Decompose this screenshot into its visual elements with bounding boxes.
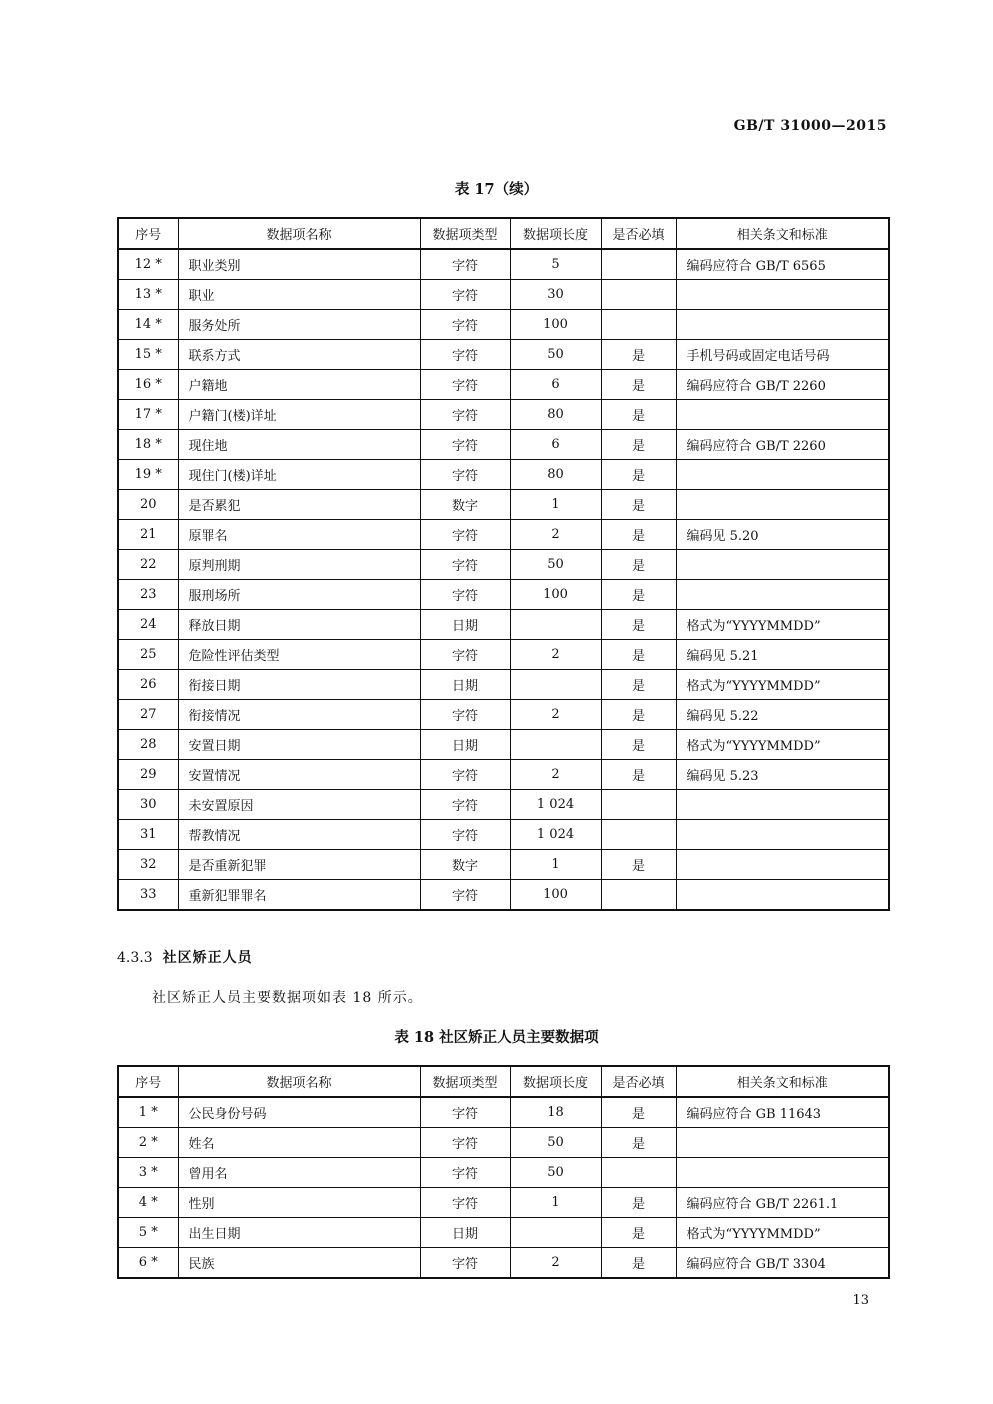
table-row xyxy=(118,370,889,400)
item-type-cell: 字符 xyxy=(420,430,510,460)
item-name-cell: 公民身份号码 xyxy=(178,1097,420,1128)
col-header-reference: 相关条文和标准 xyxy=(676,218,889,249)
row-number-cell: 12 * xyxy=(118,249,178,280)
item-length-cell xyxy=(510,730,601,760)
item-name-cell: 未安置原因 xyxy=(178,790,420,820)
required-cell: 是 xyxy=(601,460,676,490)
row-number-cell: 19 * xyxy=(118,460,178,490)
required-cell xyxy=(601,880,676,911)
item-length-cell: 50 xyxy=(510,1158,601,1188)
required-cell: 是 xyxy=(601,1097,676,1128)
item-length-cell: 6 xyxy=(510,370,601,400)
reference-cell: 编码见 5.21 xyxy=(676,640,889,670)
table18 xyxy=(117,1065,890,1279)
table-row xyxy=(118,1097,889,1128)
item-length-cell: 1 xyxy=(510,1188,601,1218)
item-length-cell: 2 xyxy=(510,700,601,730)
required-cell: 是 xyxy=(601,670,676,700)
table-row xyxy=(118,1188,889,1218)
item-name-cell: 联系方式 xyxy=(178,340,420,370)
reference-cell xyxy=(676,580,889,610)
table-row xyxy=(118,670,889,700)
row-number-cell: 22 xyxy=(118,550,178,580)
reference-cell xyxy=(676,1158,889,1188)
col-header-name: 数据项名称 xyxy=(178,1066,420,1097)
item-name-cell: 户籍地 xyxy=(178,370,420,400)
reference-cell: 编码应符合 GB/T 3304 xyxy=(676,1248,889,1279)
item-length-cell: 30 xyxy=(510,280,601,310)
item-name-cell: 衔接情况 xyxy=(178,700,420,730)
item-name-cell: 帮教情况 xyxy=(178,820,420,850)
item-length-cell: 50 xyxy=(510,1128,601,1158)
row-number-cell: 32 xyxy=(118,850,178,880)
row-number-cell: 6 * xyxy=(118,1248,178,1279)
reference-cell: 编码见 5.23 xyxy=(676,760,889,790)
required-cell: 是 xyxy=(601,1188,676,1218)
row-number-cell: 15 * xyxy=(118,340,178,370)
table-row xyxy=(118,460,889,490)
table-row xyxy=(118,520,889,550)
table-row xyxy=(118,580,889,610)
table-row xyxy=(118,1128,889,1158)
table-row xyxy=(118,550,889,580)
table18-header-row xyxy=(118,1066,889,1097)
item-length-cell: 100 xyxy=(510,580,601,610)
item-length-cell: 6 xyxy=(510,430,601,460)
reference-cell: 格式为“YYYYMMDD” xyxy=(676,610,889,640)
required-cell: 是 xyxy=(601,610,676,640)
item-type-cell: 字符 xyxy=(420,249,510,280)
table-row xyxy=(118,490,889,520)
reference-cell: 编码应符合 GB/T 2260 xyxy=(676,430,889,460)
reference-cell xyxy=(676,850,889,880)
item-name-cell: 服务处所 xyxy=(178,310,420,340)
item-type-cell: 字符 xyxy=(420,1158,510,1188)
item-type-cell: 日期 xyxy=(420,730,510,760)
row-number-cell: 5 * xyxy=(118,1218,178,1248)
reference-cell: 编码见 5.22 xyxy=(676,700,889,730)
table-row xyxy=(118,700,889,730)
item-name-cell: 释放日期 xyxy=(178,610,420,640)
required-cell: 是 xyxy=(601,340,676,370)
required-cell: 是 xyxy=(601,700,676,730)
table18-caption: 表 18 社区矫正人员主要数据项 xyxy=(394,1029,599,1046)
table-row xyxy=(118,730,889,760)
row-number-cell: 25 xyxy=(118,640,178,670)
item-type-cell: 字符 xyxy=(420,1188,510,1218)
required-cell: 是 xyxy=(601,850,676,880)
item-name-cell: 民族 xyxy=(178,1248,420,1279)
item-length-cell: 50 xyxy=(510,340,601,370)
item-name-cell: 性别 xyxy=(178,1188,420,1218)
reference-cell: 编码见 5.20 xyxy=(676,520,889,550)
required-cell: 是 xyxy=(601,730,676,760)
reference-cell xyxy=(676,310,889,340)
required-cell: 是 xyxy=(601,550,676,580)
item-name-cell: 衔接日期 xyxy=(178,670,420,700)
item-type-cell: 字符 xyxy=(420,520,510,550)
table-row xyxy=(118,310,889,340)
row-number-cell: 23 xyxy=(118,580,178,610)
required-cell: 是 xyxy=(601,490,676,520)
col-header-type: 数据项类型 xyxy=(420,1066,510,1097)
item-length-cell: 2 xyxy=(510,520,601,550)
item-type-cell: 字符 xyxy=(420,1097,510,1128)
row-number-cell: 16 * xyxy=(118,370,178,400)
item-name-cell: 职业 xyxy=(178,280,420,310)
item-type-cell: 字符 xyxy=(420,760,510,790)
item-length-cell: 1 xyxy=(510,850,601,880)
row-number-cell: 30 xyxy=(118,790,178,820)
item-type-cell: 字符 xyxy=(420,820,510,850)
reference-cell: 格式为“YYYYMMDD” xyxy=(676,1218,889,1248)
item-type-cell: 字符 xyxy=(420,340,510,370)
item-name-cell: 曾用名 xyxy=(178,1158,420,1188)
required-cell: 是 xyxy=(601,1218,676,1248)
item-name-cell: 原罪名 xyxy=(178,520,420,550)
row-number-cell: 1 * xyxy=(118,1097,178,1128)
item-type-cell: 字符 xyxy=(420,1128,510,1158)
intro-paragraph: 社区矫正人员主要数据项如表 18 所示。 xyxy=(152,990,423,1006)
col-header-required: 是否必填 xyxy=(601,1066,676,1097)
item-name-cell: 危险性评估类型 xyxy=(178,640,420,670)
reference-cell xyxy=(676,1128,889,1158)
item-length-cell: 5 xyxy=(510,249,601,280)
reference-cell: 手机号码或固定电话号码 xyxy=(676,340,889,370)
item-type-cell: 字符 xyxy=(420,280,510,310)
item-name-cell: 姓名 xyxy=(178,1128,420,1158)
item-length-cell: 100 xyxy=(510,880,601,911)
table-row xyxy=(118,1158,889,1188)
required-cell: 是 xyxy=(601,1128,676,1158)
required-cell xyxy=(601,820,676,850)
item-name-cell: 职业类别 xyxy=(178,249,420,280)
item-length-cell: 100 xyxy=(510,310,601,340)
item-length-cell: 1 xyxy=(510,490,601,520)
table-row xyxy=(118,820,889,850)
required-cell: 是 xyxy=(601,520,676,550)
item-type-cell: 字符 xyxy=(420,880,510,911)
required-cell: 是 xyxy=(601,430,676,460)
required-cell: 是 xyxy=(601,370,676,400)
item-length-cell: 1 024 xyxy=(510,790,601,820)
item-name-cell: 安置情况 xyxy=(178,760,420,790)
required-cell xyxy=(601,790,676,820)
table-row xyxy=(118,850,889,880)
item-type-cell: 字符 xyxy=(420,370,510,400)
item-name-cell: 出生日期 xyxy=(178,1218,420,1248)
item-type-cell: 字符 xyxy=(420,400,510,430)
table-row xyxy=(118,430,889,460)
reference-cell: 编码应符合 GB/T 2260 xyxy=(676,370,889,400)
col-header-length: 数据项长度 xyxy=(510,1066,601,1097)
row-number-cell: 14 * xyxy=(118,310,178,340)
item-type-cell: 字符 xyxy=(420,310,510,340)
item-length-cell: 2 xyxy=(510,760,601,790)
item-length-cell: 50 xyxy=(510,550,601,580)
item-length-cell: 1 024 xyxy=(510,820,601,850)
item-length-cell: 18 xyxy=(510,1097,601,1128)
col-header-required: 是否必填 xyxy=(601,218,676,249)
item-type-cell: 日期 xyxy=(420,1218,510,1248)
table-row xyxy=(118,880,889,911)
reference-cell xyxy=(676,550,889,580)
item-type-cell: 字符 xyxy=(420,790,510,820)
item-length-cell: 2 xyxy=(510,640,601,670)
item-name-cell: 是否累犯 xyxy=(178,490,420,520)
reference-cell: 格式为“YYYYMMDD” xyxy=(676,670,889,700)
item-type-cell: 日期 xyxy=(420,610,510,640)
reference-cell xyxy=(676,400,889,430)
required-cell: 是 xyxy=(601,760,676,790)
col-header-no: 序号 xyxy=(118,218,178,249)
item-type-cell: 字符 xyxy=(420,640,510,670)
table-row xyxy=(118,280,889,310)
table17-caption: 表 17（续） xyxy=(454,181,539,198)
row-number-cell: 2 * xyxy=(118,1128,178,1158)
reference-cell: 编码应符合 GB 11643 xyxy=(676,1097,889,1128)
required-cell: 是 xyxy=(601,580,676,610)
page-number: 13 xyxy=(852,1293,869,1308)
row-number-cell: 4 * xyxy=(118,1188,178,1218)
item-name-cell: 是否重新犯罪 xyxy=(178,850,420,880)
table-row xyxy=(118,249,889,280)
item-name-cell: 现住地 xyxy=(178,430,420,460)
row-number-cell: 27 xyxy=(118,700,178,730)
col-header-length: 数据项长度 xyxy=(510,218,601,249)
item-type-cell: 日期 xyxy=(420,670,510,700)
row-number-cell: 20 xyxy=(118,490,178,520)
reference-cell xyxy=(676,790,889,820)
item-type-cell: 数字 xyxy=(420,850,510,880)
required-cell: 是 xyxy=(601,1248,676,1279)
item-length-cell: 2 xyxy=(510,1248,601,1279)
row-number-cell: 13 * xyxy=(118,280,178,310)
item-length-cell xyxy=(510,670,601,700)
row-number-cell: 26 xyxy=(118,670,178,700)
table-row xyxy=(118,1248,889,1279)
section-number: 4.3.3 xyxy=(117,950,153,966)
section-heading xyxy=(117,947,253,967)
item-type-cell: 字符 xyxy=(420,580,510,610)
standard-number: GB/T 31000—2015 xyxy=(733,118,887,134)
item-type-cell: 字符 xyxy=(420,550,510,580)
col-header-name: 数据项名称 xyxy=(178,218,420,249)
required-cell xyxy=(601,249,676,280)
table-row xyxy=(118,790,889,820)
item-name-cell: 安置日期 xyxy=(178,730,420,760)
reference-cell: 编码应符合 GB/T 6565 xyxy=(676,249,889,280)
row-number-cell: 33 xyxy=(118,880,178,911)
table-row xyxy=(118,640,889,670)
reference-cell xyxy=(676,460,889,490)
item-length-cell xyxy=(510,1218,601,1248)
item-length-cell xyxy=(510,610,601,640)
col-header-type: 数据项类型 xyxy=(420,218,510,249)
required-cell xyxy=(601,1158,676,1188)
section-title: 社区矫正人员 xyxy=(162,950,253,966)
item-name-cell: 现住门(楼)详址 xyxy=(178,460,420,490)
item-name-cell: 原判刑期 xyxy=(178,550,420,580)
required-cell: 是 xyxy=(601,400,676,430)
required-cell xyxy=(601,280,676,310)
reference-cell xyxy=(676,490,889,520)
row-number-cell: 3 * xyxy=(118,1158,178,1188)
item-type-cell: 数字 xyxy=(420,490,510,520)
table-row xyxy=(118,1218,889,1248)
table-row xyxy=(118,760,889,790)
row-number-cell: 24 xyxy=(118,610,178,640)
table17 xyxy=(117,217,890,911)
item-type-cell: 字符 xyxy=(420,1248,510,1279)
reference-cell: 格式为“YYYYMMDD” xyxy=(676,730,889,760)
reference-cell xyxy=(676,880,889,911)
item-name-cell: 户籍门(楼)详址 xyxy=(178,400,420,430)
required-cell xyxy=(601,310,676,340)
table-row xyxy=(118,400,889,430)
item-name-cell: 重新犯罪罪名 xyxy=(178,880,420,911)
item-name-cell: 服刑场所 xyxy=(178,580,420,610)
reference-cell xyxy=(676,280,889,310)
table-row xyxy=(118,340,889,370)
table-row xyxy=(118,610,889,640)
reference-cell: 编码应符合 GB/T 2261.1 xyxy=(676,1188,889,1218)
table17-header-row xyxy=(118,218,889,249)
row-number-cell: 18 * xyxy=(118,430,178,460)
required-cell: 是 xyxy=(601,640,676,670)
row-number-cell: 28 xyxy=(118,730,178,760)
reference-cell xyxy=(676,820,889,850)
col-header-reference: 相关条文和标准 xyxy=(676,1066,889,1097)
row-number-cell: 29 xyxy=(118,760,178,790)
item-length-cell: 80 xyxy=(510,400,601,430)
item-type-cell: 字符 xyxy=(420,700,510,730)
item-type-cell: 字符 xyxy=(420,460,510,490)
item-length-cell: 80 xyxy=(510,460,601,490)
row-number-cell: 21 xyxy=(118,520,178,550)
row-number-cell: 31 xyxy=(118,820,178,850)
col-header-no: 序号 xyxy=(118,1066,178,1097)
row-number-cell: 17 * xyxy=(118,400,178,430)
